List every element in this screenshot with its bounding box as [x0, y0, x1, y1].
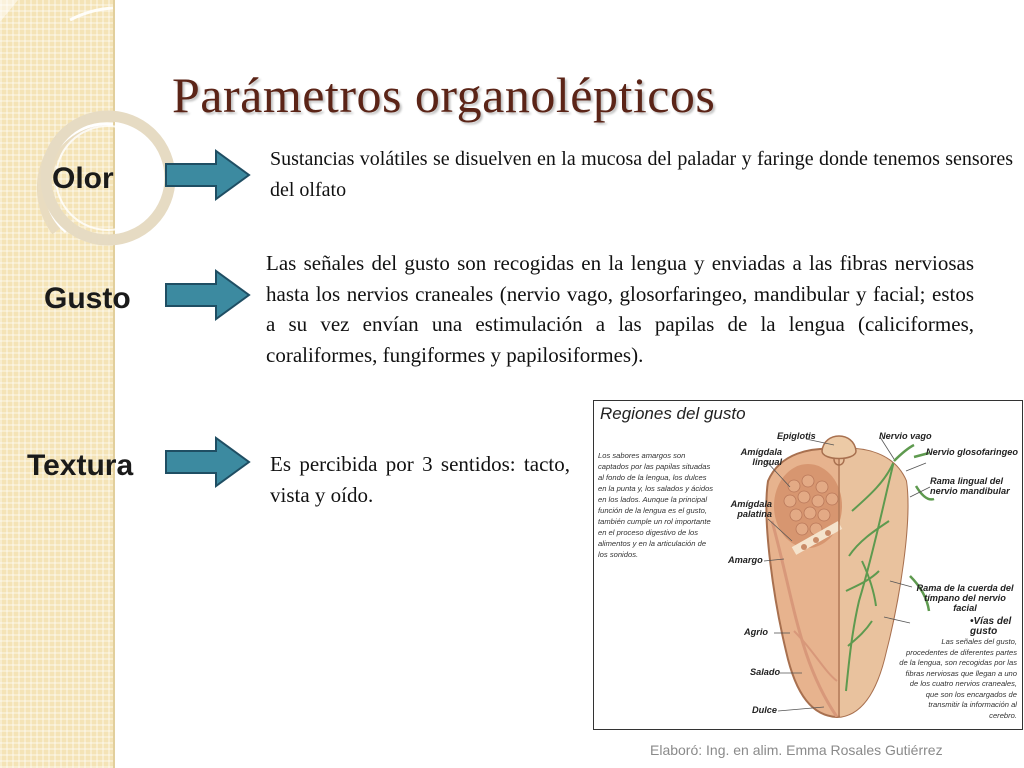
label-dulce: Dulce [752, 705, 778, 715]
olor-description: Sustancias volátiles se disuelven en la mucosa del paladar y faringe donde tenemos sensores del olfato [270, 148, 1013, 201]
label-amigdala-lingual: Amígdala lingual [740, 447, 782, 467]
figure-note-text: Las señales del gusto, procedentes de diferentes partes de la lengua, son recogidas por las fibras nerviosas que llegan a uno de los cuatro nervios craneales, que son los encargados de transmitir la información al cerebro. [899, 637, 1017, 720]
label-amigdala-palatina: Amígdala palatina [730, 499, 772, 519]
footer-credit: Elaboró: Ing. en alim. Emma Rosales Gutiérrez [650, 742, 943, 758]
textura-description: Es percibida por 3 sentidos: tacto, vista y oído. [270, 452, 570, 507]
label-vias: •Vías del gusto [970, 616, 1012, 637]
label-rama-lingual: Rama lingual del nervio mandibular [930, 476, 1010, 496]
label-olor: Olor [52, 162, 114, 195]
label-rama-cuerda: Rama de la cuerda del tímpano del nervio facial [916, 583, 1014, 613]
slide-title: Parámetros organolépticos [172, 67, 716, 123]
arrow-right-icon [164, 148, 252, 202]
figure-title: Regiones del gusto [600, 404, 746, 423]
label-agrio: Agrio [744, 627, 768, 637]
label-textura: Textura [27, 449, 134, 482]
label-nervio-vago: Nervio vago [879, 431, 932, 441]
label-amargo: Amargo [728, 555, 763, 565]
figure-intro-text: Los sabores amargos son captados por las papilas situadas al fondo de la lengua, los dulces en la punta y, los salados y ácidos en los lados. Aunque la principal función de la lengua es el gusto, también cumple un rol importante en el proceso digestivo de los alimentos y en la articulación de los sonidos. [598, 451, 714, 559]
label-epiglotis: Epiglotis [777, 431, 816, 441]
label-salado: Salado [750, 667, 781, 677]
gusto-description: Las señales del gusto son recogidas en la lengua y enviadas a las fibras nerviosas hasta los nervios craneales (nervio vago, glosorfaringeo, mandibular y facial; estos a su vez envían una estimulación a las papilas de la lengua (caliciformes, coraliformes, fungiformes y papilosiformes). [266, 251, 974, 367]
label-nervio-glosofaringeo: Nervio glosofaringeo [926, 447, 1018, 457]
decorative-circles [0, 0, 260, 260]
arrow-right-icon [164, 435, 252, 489]
taste-regions-figure [593, 400, 1023, 730]
label-gusto: Gusto [44, 282, 131, 315]
arrow-right-icon [164, 268, 252, 322]
